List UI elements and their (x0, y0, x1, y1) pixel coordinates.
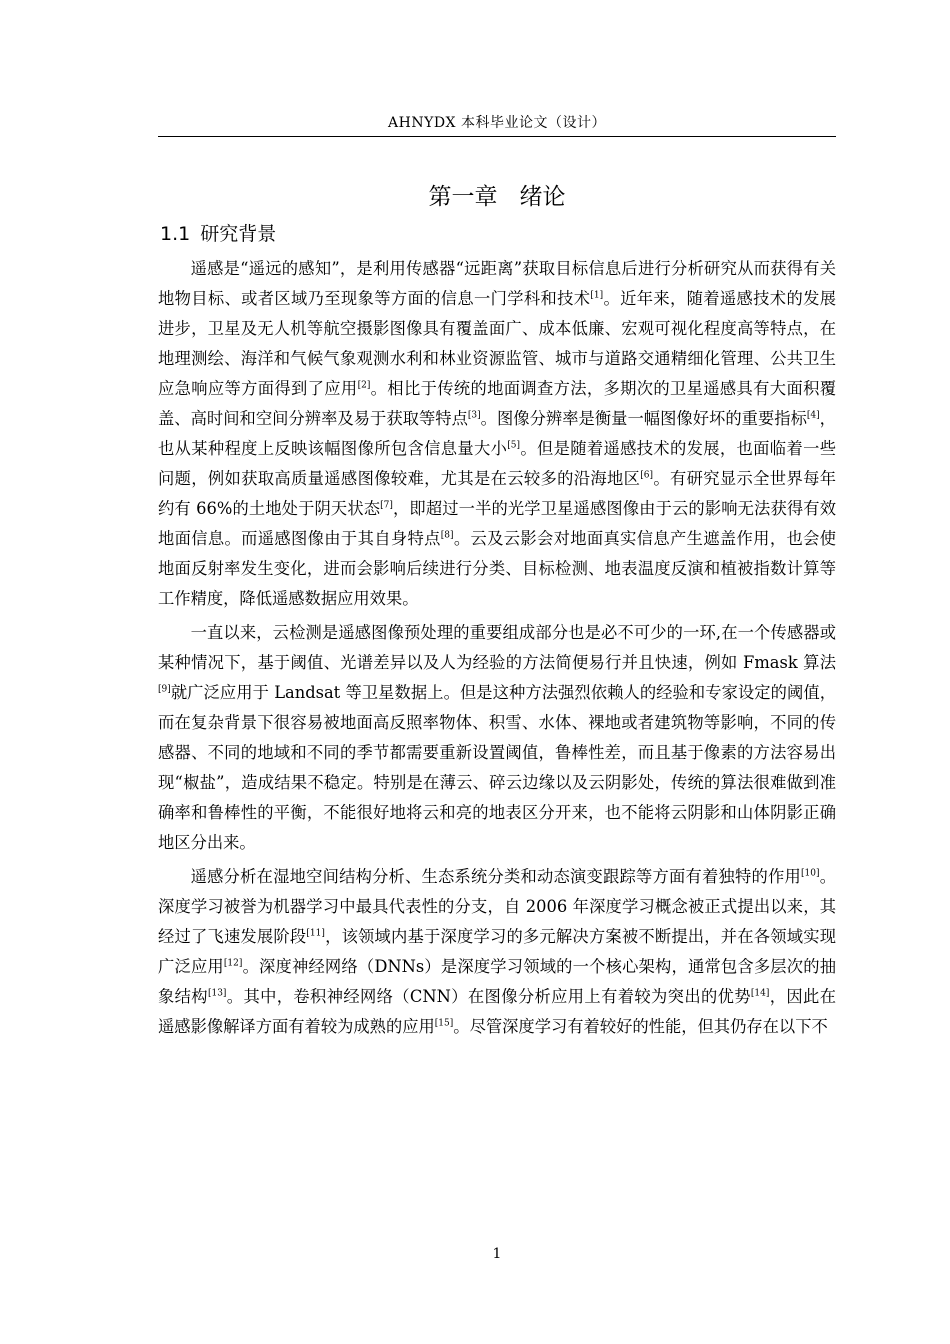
citation-ref: [9] (158, 684, 171, 695)
paragraph-text: 遥感分析在湿地空间结构分析、生态系统分类和动态演变跟踪等方面有着独特的作用 (190, 867, 801, 886)
citation-ref: [5] (507, 440, 520, 451)
citation-ref: [13] (207, 988, 227, 999)
paragraph-text: ，因此在遥感影像解译方面有着较为成熟的应用 (158, 987, 836, 1036)
body-paragraph (158, 618, 836, 858)
paragraph-text: 。相比于传统的地面调查方法，多期次的卫星遥感具有大面积覆盖、高时间和空间分辨率及易于获取等特点 (158, 379, 836, 428)
citation-ref: [7] (380, 500, 393, 511)
citation-ref: [2] (357, 380, 371, 391)
section-heading (160, 219, 276, 246)
body-paragraph (158, 254, 836, 614)
header-rule (158, 136, 836, 137)
paragraph-text: 。近年来，随着遥感技术的发展进步，卫星及无人机等航空摄影图像具有覆盖面广、成本低廉、宏观可视化程度高等特点，在地理测绘、海洋和气候气象观测水利和林业资源监管、城市与道路交通精细化管理、公共卫生应急响应等方面得到了应用 (158, 289, 836, 398)
citation-ref: [15] (434, 1018, 454, 1029)
body-paragraph (158, 862, 836, 1042)
running-header: AHNYDX 本科毕业论文（设计） (388, 115, 606, 131)
paragraph-text: 。有研究显示全世界每年约有 66%的土地处于阴天状态 (158, 469, 836, 518)
citation-ref: [8] (440, 530, 454, 541)
paragraph-text: 。图像分辨率是衡量一幅图像好坏的重要指标 (480, 409, 807, 428)
paragraph-text: 。深度学习被誉为机器学习中最具代表性的分支，自 2006 年深度学习概念被正式提出以来，其经过了飞速发展阶段 (158, 867, 836, 946)
citation-ref: [11] (306, 928, 325, 939)
chapter-number: 第一章 (428, 184, 498, 210)
citation-ref: [14] (750, 988, 770, 999)
citation-ref: [4] (806, 410, 820, 421)
citation-ref: [1] (590, 290, 604, 301)
paragraph-text: ，该领域内基于深度学习的多元解决方案被不断提出，并在各领域实现广泛应用 (158, 927, 836, 976)
paragraph-text: 遥感是“遥远的感知”，是利用传感器“远距离”获取目标信息后进行分析研究从而获得有关地物目标、或者区域乃至现象等方面的信息一门学科和技术 (158, 259, 836, 308)
paragraph-text: 。尽管深度学习有着较好的性能，但其仍存在以下不 (453, 1017, 828, 1036)
chapter-heading (158, 178, 836, 211)
section-number: 1.1 (160, 223, 191, 245)
paragraph-text: 。云及云影会对地面真实信息产生遮盖作用，也会使地面反射率发生变化，进而会影响后续进行分类、目标检测、地表温度反演和植被指数计算等工作精度，降低遥感数据应用效果。 (158, 529, 836, 608)
chapter-title: 绪论 (519, 184, 566, 210)
citation-ref: [6] (640, 470, 654, 481)
paragraph-text: 一直以来，云检测是遥感图像预处理的重要组成部分也是必不可少的一环,在一个传感器或某种情况下，基于阈值、光谱差异以及人为经验的方法简便易行并且快速，例如 Fmask 算法 (158, 623, 836, 672)
body-text (158, 254, 836, 1042)
paragraph-text: ，即超过一半的光学卫星遥感图像由于云的影响无法获得有效地面信息。而遥感图像由于其自身特点 (158, 499, 836, 548)
page-number: 1 (492, 1246, 502, 1262)
citation-ref: [12] (223, 958, 243, 969)
paragraph-text: 。深度神经网络（DNNs）是深度学习领域的一个核心架构，通常包含多层次的抽象结构 (158, 957, 836, 1006)
paragraph-text: 就广泛应用于 Landsat 等卫星数据上。但是这种方法强烈依赖人的经验和专家设定的阈值，而在复杂背景下很容易被地面高反照率物体、积雪、水体、裸地或者建筑物等影响，不同的传感器、不同的地域和不同的季节都需要重新设置阈值，鲁棒性差，而且基于像素的方法容易出现“椒盐”，造成结果不稳定。特别是在薄云、碎云边缘以及云阴影处，传统的算法很难做到准确率和鲁棒性的平衡，不能很好地将云和亮的地表区分开来，也不能将云阴影和山体阴影正确地区分出来。 (158, 683, 836, 852)
citation-ref: [10] (801, 868, 820, 879)
paragraph-text: 。但是随着遥感技术的发展，也面临着一些问题，例如获取高质量遥感图像较难，尤其是在云较多的沿海地区 (158, 439, 836, 488)
section-title: 研究背景 (200, 223, 277, 245)
paragraph-text: 。其中，卷积神经网络（CNN）在图像分析应用上有着较为突出的优势 (226, 987, 751, 1006)
paragraph-text: ，也从某种程度上反映该幅图像所包含信息量大小 (158, 409, 836, 458)
citation-ref: [3] (467, 410, 481, 421)
